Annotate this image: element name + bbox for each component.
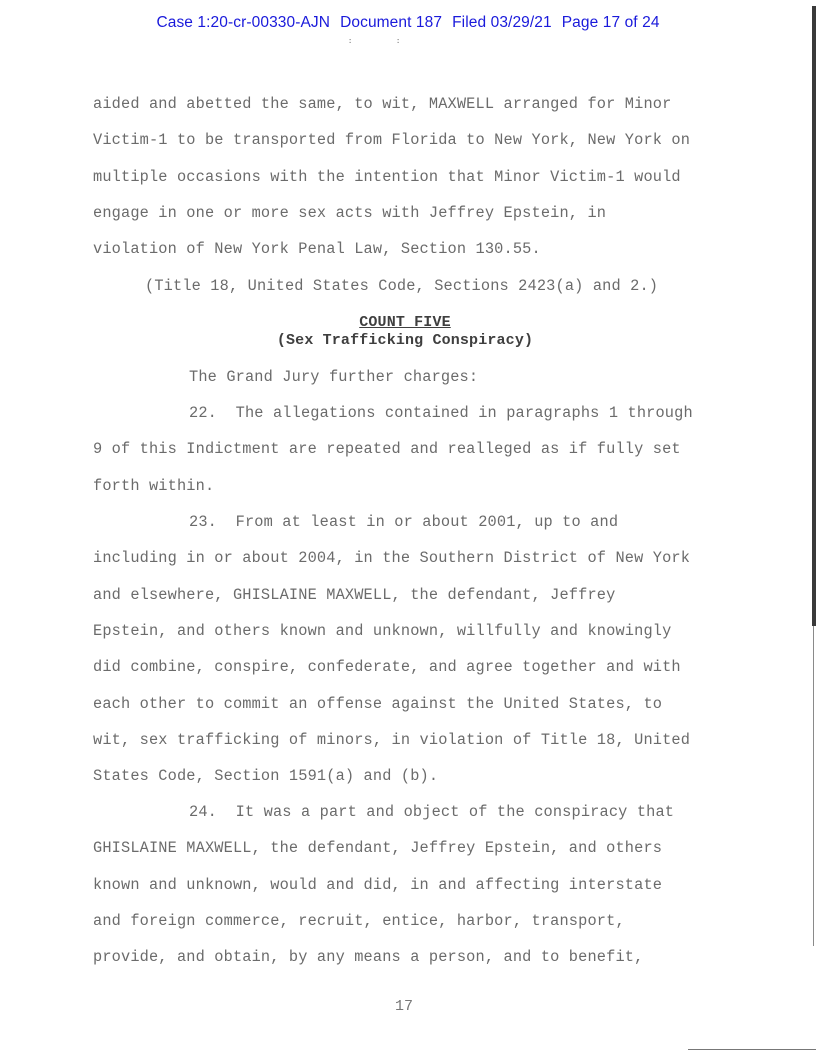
case-number: Case 1:20-cr-00330-AJN (156, 14, 331, 31)
page-count: Page 17 of 24 (561, 14, 660, 31)
text-line: did combine, conspire, confederate, and agree together and with (93, 658, 681, 676)
scan-edge-shadow (812, 6, 816, 626)
scan-edge-line (813, 626, 814, 946)
text-line: including in or about 2004, in the Southern District of New York (93, 549, 691, 567)
text-line: Epstein, and others known and unknown, willfully and knowingly (93, 622, 672, 640)
text-line: known and unknown, would and did, in and affecting interstate (93, 876, 663, 894)
text-line: GHISLAINE MAXWELL, the defendant, Jeffrey Epstein, and others (93, 839, 663, 857)
grand-jury-line: The Grand Jury further charges: (189, 368, 479, 386)
text-line: multiple occasions with the intention that Minor Victim-1 would (93, 168, 681, 186)
count-subtitle: (Sex Trafficking Conspiracy) (276, 332, 534, 349)
paragraph-22-first-line: 22. The allegations contained in paragraphs 1 through (189, 404, 693, 422)
text-line: and elsewhere, GHISLAINE MAXWELL, the defendant, Jeffrey (93, 586, 616, 604)
text-line: provide, and obtain, by any means a person, and to benefit, (93, 948, 644, 966)
paragraph-23-first-line: 23. From at least in or about 2001, up to and (189, 513, 619, 531)
text-line: States Code, Section 1591(a) and (b). (93, 767, 439, 785)
scan-bottom-line (688, 1049, 816, 1050)
text-line: aided and abetted the same, to wit, MAXWELL arranged for Minor (93, 95, 672, 113)
text-line: and foreign commerce, recruit, entice, harbor, transport, (93, 912, 625, 930)
filed-date: Filed 03/29/21 (452, 14, 552, 31)
text-line: violation of New York Penal Law, Section 130.55. (93, 240, 541, 258)
ecf-header (0, 14, 816, 32)
count-title (0, 314, 810, 331)
text-line: 9 of this Indictment are repeated and realleged as if fully set (93, 440, 681, 458)
statute-citation: (Title 18, United States Code, Sections 2423(a) and 2.) (145, 277, 659, 295)
text-line: forth within. (93, 477, 215, 495)
paragraph-24-first-line: 24. It was a part and object of the conspiracy that (189, 803, 675, 821)
text-line: wit, sex trafficking of minors, in violation of Title 18, United (93, 731, 691, 749)
text-line: each other to commit an offense against the United States, to (93, 695, 663, 713)
text-line: Victim-1 to be transported from Florida to New York, New York on (93, 131, 691, 149)
text-line: engage in one or more sex acts with Jeffrey Epstein, in (93, 204, 607, 222)
document-number: Document 187 (340, 14, 443, 31)
count-title-text: COUNT FIVE (359, 314, 451, 331)
page-number: 17 (394, 998, 413, 1015)
